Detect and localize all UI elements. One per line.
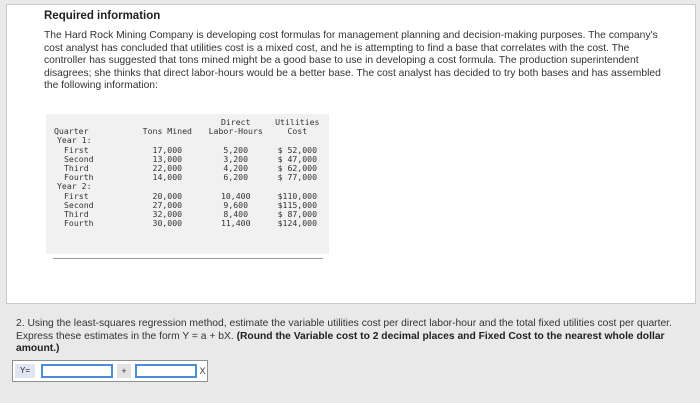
table-divider xyxy=(53,258,323,259)
header-cost: Cost xyxy=(287,126,308,137)
table-row: Third 22,000 4,200 $ 62,000 xyxy=(64,163,318,174)
problem-description: The Hard Rock Mining Company is developing cost formulas for management planning and decision-making purposes. The company's cost analyst has concluded that utilities cost is a mixed cost, and he is attempting to find a base that correlates with the cost. The controller has suggested that tons mined might be a good base to use in developing a cost formula. The production superintendent disagrees; she thinks that direct labor-hours would be a better base. The cost analyst has decided to try both bases and has assembled the following information: xyxy=(44,30,661,92)
table-row: First 17,000 5,200 $ 52,000 xyxy=(64,144,318,155)
year-label: Year 1: xyxy=(57,135,92,146)
table-row: Second 27,000 9,600 $115,000 xyxy=(64,199,318,210)
table-row: Fourth 30,000 11,400 $124,000 xyxy=(64,218,318,229)
header-tons-mined: Tons Mined xyxy=(142,126,192,137)
table-row: Third 32,000 8,400 $ 87,000 xyxy=(64,209,318,220)
year-label: Year 2: xyxy=(57,181,92,192)
rounding-instructions: (Round the Variable cost to 2 decimal places and Fixed Cost to the nearest whole dollar amount.) xyxy=(16,330,665,355)
page-title: Required information xyxy=(44,10,161,22)
variable-cost-input[interactable] xyxy=(135,364,197,378)
header-quarter: Quarter xyxy=(54,126,89,137)
header-utilities: Utilities xyxy=(275,117,320,127)
table-row: First 20,000 10,400 $110,000 xyxy=(64,190,318,201)
header-direct: Direct xyxy=(220,117,251,127)
plus-sign: + xyxy=(117,364,131,378)
x-variable-label: X xyxy=(199,366,206,376)
cost-data-table xyxy=(54,118,329,228)
data-table-panel xyxy=(46,114,329,254)
header-labor-hours: Labor-Hours xyxy=(208,126,263,137)
table-row: Second 13,000 3,200 $ 47,000 xyxy=(64,153,318,164)
regression-answer-row xyxy=(12,360,208,382)
fixed-cost-input[interactable] xyxy=(41,364,113,378)
table-row: Fourth 14,000 6,200 $ 77,000 xyxy=(64,172,318,183)
question-text: 2. Using the least-squares regression method, estimate the variable utilities cost per direct labor-hour and the total fixed utilities cost per quarter. Express these estimates in the form Y = a + bX. xyxy=(16,318,672,342)
y-equals-label: Y= xyxy=(15,364,35,378)
question-prompt xyxy=(16,318,690,356)
